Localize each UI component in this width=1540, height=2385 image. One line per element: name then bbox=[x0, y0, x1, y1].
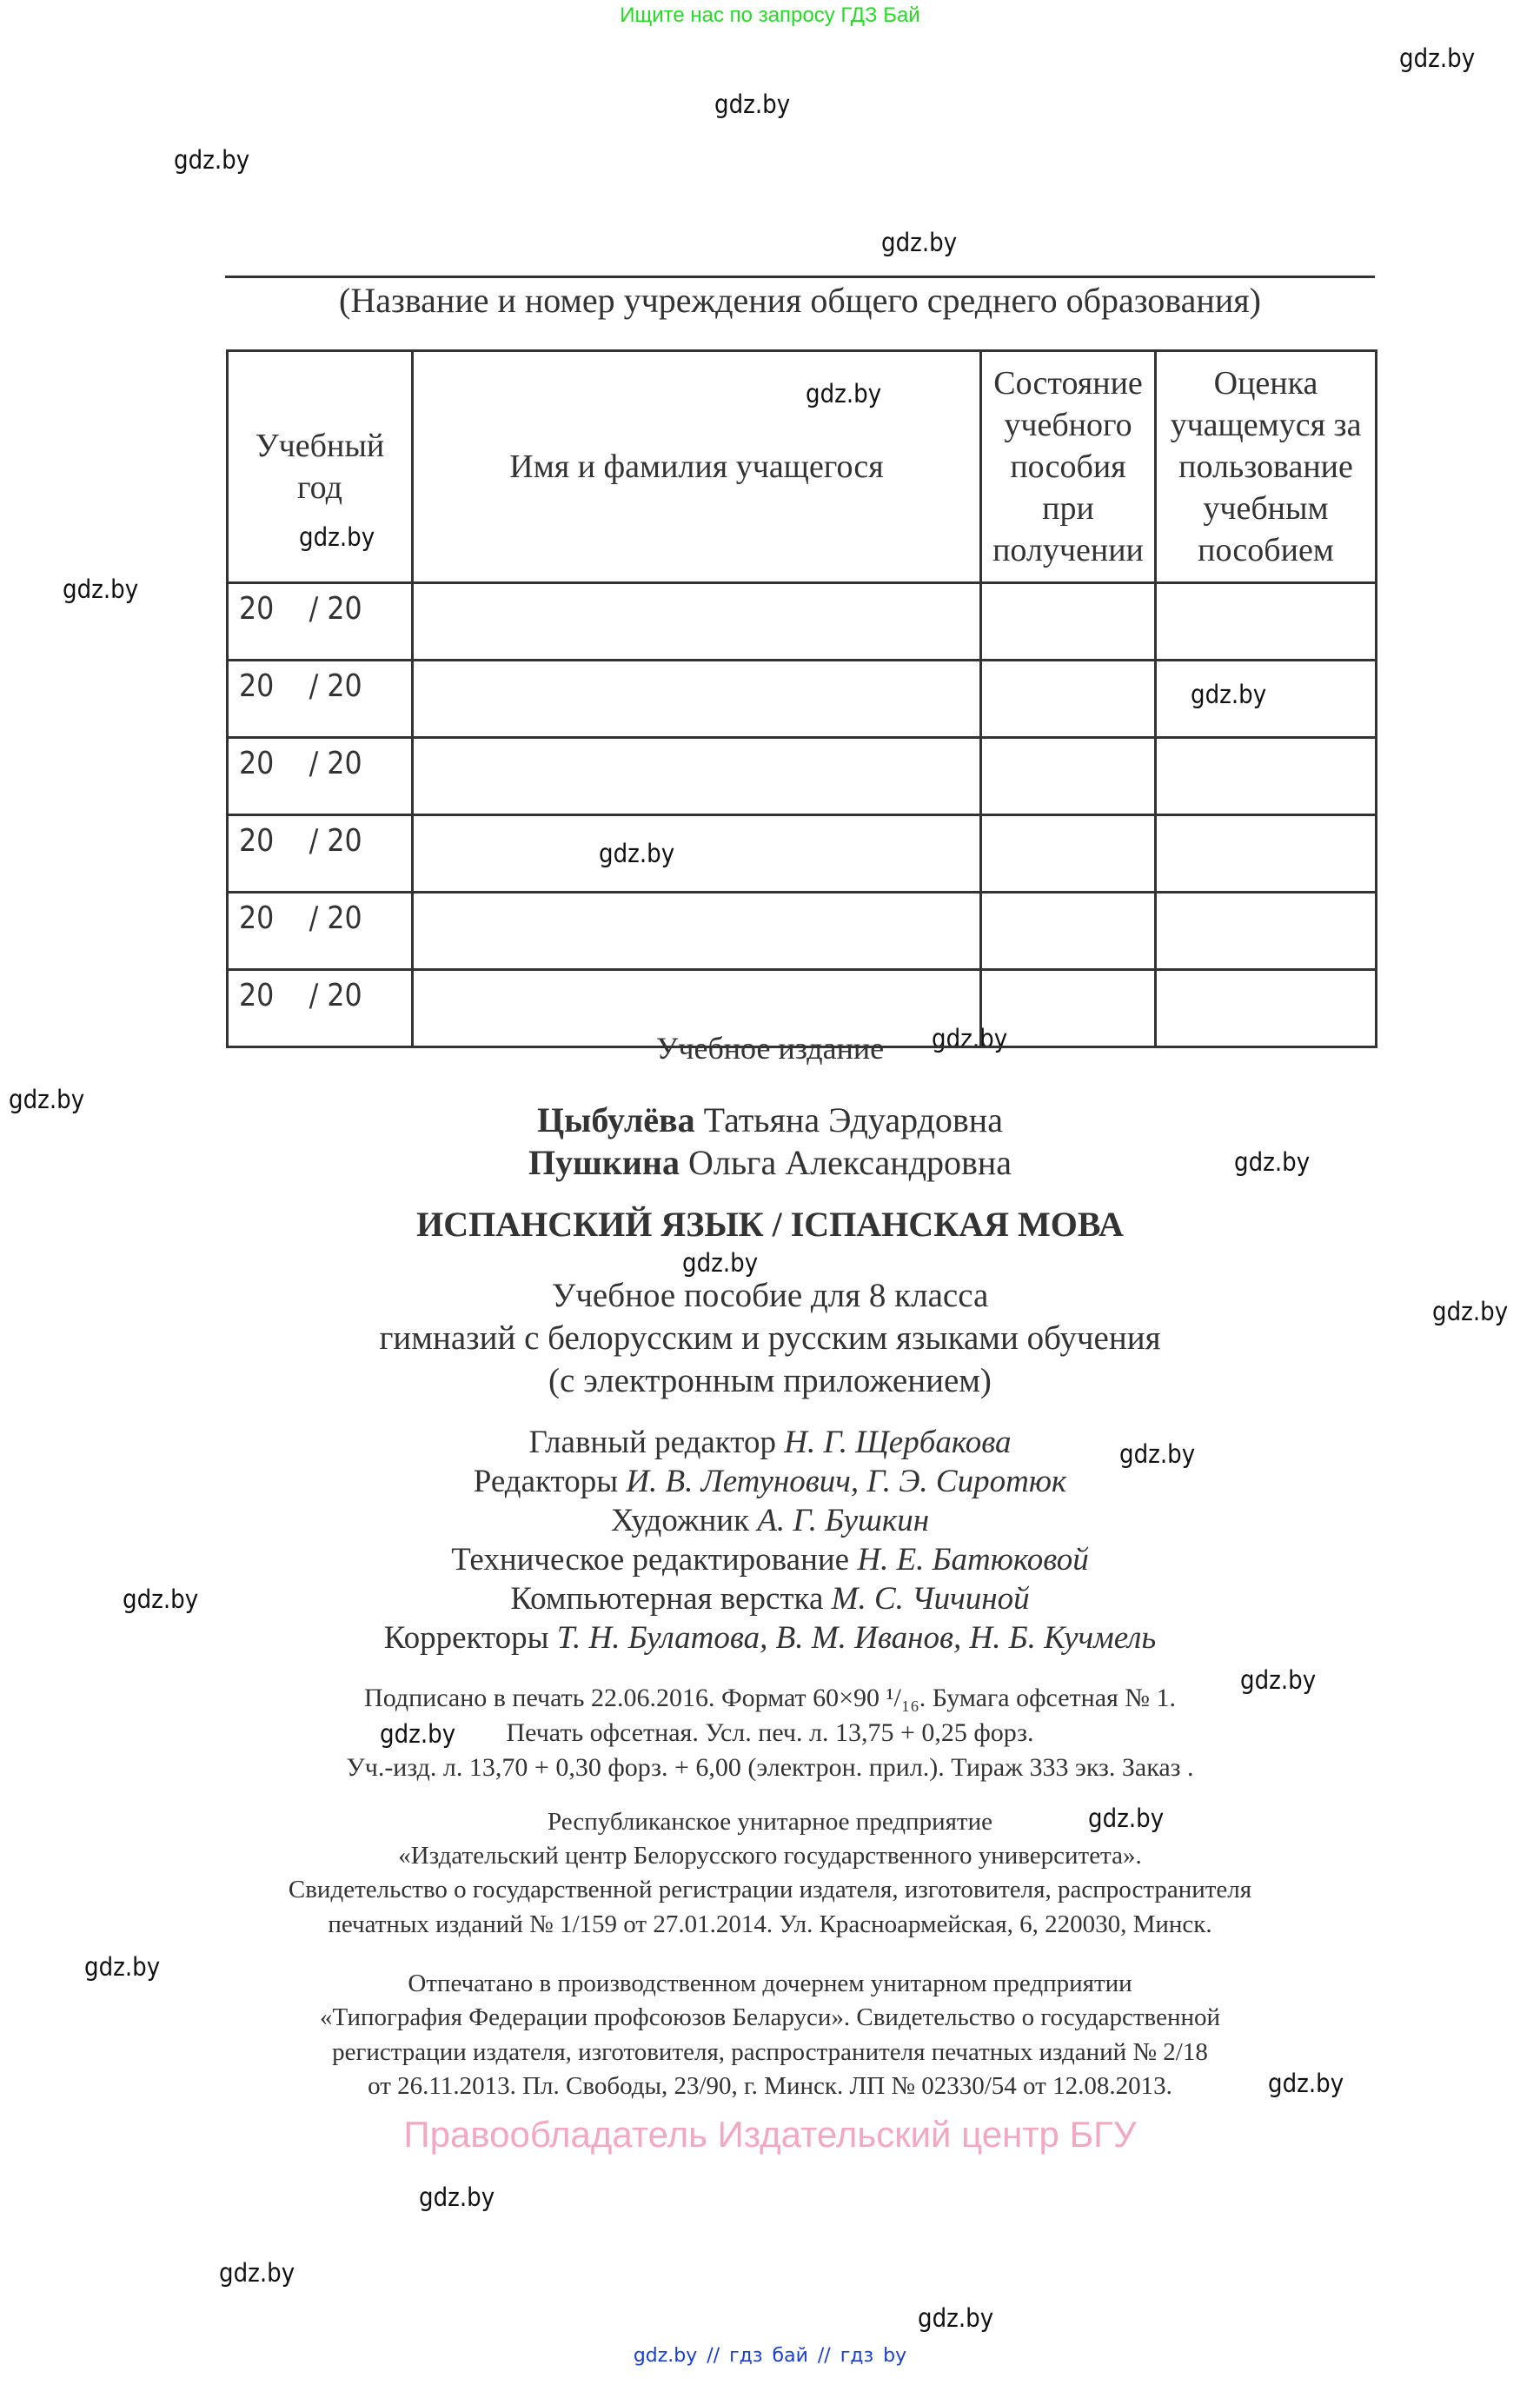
printer-line: «Типография Федерации профсоюзов Беларуси». Свидетельство о государственной bbox=[320, 2003, 1220, 2031]
staff-names: А. Г. Бушкин bbox=[757, 1503, 930, 1538]
printer-line: Отпечатано в производственном дочернем унитарном предприятии bbox=[408, 1970, 1132, 1997]
year-cell[interactable]: 20 / 20 bbox=[228, 970, 413, 1047]
staff-names: Н. Г. Щербакова bbox=[784, 1425, 1012, 1460]
watermark: gdz.by bbox=[299, 522, 375, 552]
staff-line bbox=[0, 1580, 1540, 1618]
printer-line: от 26.11.2013. Пл. Свободы, 23/90, г. Минск. ЛП № 02330/54 от 12.08.2013. bbox=[368, 2072, 1172, 2100]
publisher-line: печатных изданий № 1/159 от 27.01.2014. Ул. Красноармейская, 6, 220030, Минск. bbox=[328, 1910, 1212, 1938]
print-info-line: Подписано в печать 22.06.2016. Формат 60×90 ¹/₁₆. Бумага офсетная № 1. bbox=[364, 1684, 1176, 1712]
staff-line bbox=[0, 1541, 1540, 1578]
name-cell[interactable] bbox=[413, 815, 981, 893]
table-header-row bbox=[228, 351, 1377, 583]
watermark: gdz.by bbox=[1234, 1147, 1311, 1177]
staff-names: Н. Е. Батюковой bbox=[857, 1542, 1089, 1578]
header-student-name: Имя и фамилия учащегося bbox=[413, 351, 981, 583]
institution-caption: (Название и номер учреждения общего среднего образования) bbox=[339, 281, 1261, 320]
footer-links[interactable]: gdz.by // гдз бай // гдз by bbox=[633, 2345, 907, 2367]
watermark: gdz.by bbox=[1119, 1439, 1196, 1469]
staff-role: Техническое редактирование bbox=[451, 1542, 850, 1578]
watermark: gdz.by bbox=[881, 228, 958, 257]
print-info-line: Печать офсетная. Усл. печ. л. 13,75 + 0,25 форз. bbox=[506, 1718, 1034, 1747]
header-grade: Оценка учащемуся за пользование учебным пособием bbox=[1156, 351, 1377, 583]
textbook-usage-table bbox=[226, 349, 1377, 1048]
table-row bbox=[228, 815, 1377, 893]
staff-role: Редакторы bbox=[473, 1464, 619, 1499]
watermark: gdz.by bbox=[174, 145, 250, 175]
staff-line bbox=[0, 1463, 1540, 1500]
name-cell[interactable] bbox=[413, 893, 981, 970]
author-2 bbox=[0, 1142, 1540, 1183]
year-cell[interactable]: 20 / 20 bbox=[228, 893, 413, 970]
watermark: gdz.by bbox=[1432, 1297, 1509, 1326]
table-row bbox=[228, 893, 1377, 970]
watermark: gdz.by bbox=[806, 379, 882, 409]
watermark: gdz.by bbox=[419, 2182, 495, 2212]
publisher-line: Республиканское унитарное предприятие bbox=[547, 1808, 993, 1836]
grade-cell[interactable] bbox=[1156, 893, 1377, 970]
institution-line bbox=[225, 276, 1375, 278]
author-1 bbox=[0, 1099, 1540, 1140]
staff-role: Главный редактор bbox=[528, 1425, 776, 1460]
year-cell[interactable]: 20 / 20 bbox=[228, 661, 413, 738]
subtitle-line: гимназий с белорусским и русским языками обучения bbox=[379, 1319, 1161, 1357]
watermark: gdz.by bbox=[1399, 43, 1476, 73]
watermark: gdz.by bbox=[1240, 1665, 1317, 1695]
watermark: gdz.by bbox=[918, 2303, 994, 2333]
name-cell[interactable] bbox=[413, 661, 981, 738]
edition-type: Учебное издание bbox=[655, 1031, 885, 1066]
year-cell[interactable]: 20 / 20 bbox=[228, 583, 413, 661]
condition-cell[interactable] bbox=[981, 893, 1156, 970]
printer-line: регистрации издателя, изготовителя, распространителя печатных изданий № 2/18 bbox=[332, 2038, 1208, 2066]
staff-line bbox=[0, 1502, 1540, 1539]
staff-role: Корректоры bbox=[383, 1620, 549, 1656]
staff-role: Художник bbox=[610, 1503, 750, 1538]
watermark: gdz.by bbox=[1191, 680, 1267, 709]
grade-cell[interactable] bbox=[1156, 738, 1377, 815]
publisher-line: «Издательский центр Белорусского государственного университета». bbox=[398, 1842, 1142, 1870]
watermark: gdz.by bbox=[682, 1248, 759, 1278]
name-cell[interactable] bbox=[413, 738, 981, 815]
watermark: gdz.by bbox=[9, 1085, 85, 1114]
table-row bbox=[228, 738, 1377, 815]
watermark: gdz.by bbox=[219, 2258, 295, 2288]
watermark: gdz.by bbox=[123, 1584, 199, 1614]
condition-cell[interactable] bbox=[981, 738, 1156, 815]
subtitle-line: Учебное пособие для 8 класса bbox=[551, 1277, 989, 1314]
condition-cell[interactable] bbox=[981, 583, 1156, 661]
rights-holder: Правообладатель Издательский центр БГУ bbox=[403, 2114, 1137, 2155]
subtitle-line: (с электронным приложением) bbox=[548, 1362, 992, 1399]
author-given-name: Татьяна Эдуардовна bbox=[703, 1100, 1003, 1139]
watermark: gdz.by bbox=[932, 1024, 1008, 1053]
staff-line bbox=[0, 1619, 1540, 1657]
header-school-year: Учебный год bbox=[228, 351, 413, 583]
grade-cell[interactable] bbox=[1156, 661, 1377, 738]
author-surname: Пушкина bbox=[528, 1143, 680, 1182]
print-info-line: Уч.-изд. л. 13,70 + 0,30 форз. + 6,00 (электрон. прил.). Тираж 333 экз. Заказ . bbox=[346, 1753, 1194, 1782]
table-row bbox=[228, 661, 1377, 738]
staff-line bbox=[0, 1424, 1540, 1461]
staff-role: Компьютерная верстка bbox=[510, 1581, 824, 1617]
author-given-name: Ольга Александровна bbox=[687, 1143, 1012, 1182]
staff-names: И. В. Летунович, Г. Э. Сиротюк bbox=[626, 1464, 1067, 1499]
watermark: gdz.by bbox=[714, 90, 791, 119]
author-surname: Цыбулёва bbox=[537, 1100, 695, 1139]
watermark: gdz.by bbox=[380, 1719, 456, 1749]
watermark: gdz.by bbox=[599, 839, 675, 868]
search-banner[interactable]: Ищите нас по запросу ГДЗ Бай bbox=[620, 3, 920, 27]
publisher-line: Свидетельство о государственной регистрации издателя, изготовителя, распространителя bbox=[288, 1876, 1252, 1903]
grade-cell[interactable] bbox=[1156, 583, 1377, 661]
table-row bbox=[228, 583, 1377, 661]
header-book-condition: Состояние учебного пособия при получении bbox=[981, 351, 1156, 583]
watermark: gdz.by bbox=[1088, 1804, 1165, 1833]
watermark: gdz.by bbox=[84, 1952, 161, 1982]
year-cell[interactable]: 20 / 20 bbox=[228, 815, 413, 893]
staff-names: М. С. Чичиной bbox=[831, 1581, 1030, 1617]
watermark: gdz.by bbox=[63, 575, 139, 604]
grade-cell[interactable] bbox=[1156, 815, 1377, 893]
name-cell[interactable] bbox=[413, 583, 981, 661]
staff-names: Т. Н. Булатова, В. М. Иванов, Н. Б. Кучмель bbox=[556, 1620, 1157, 1656]
watermark: gdz.by bbox=[1268, 2069, 1344, 2098]
year-cell[interactable]: 20 / 20 bbox=[228, 738, 413, 815]
book-title: ИСПАНСКИЙ ЯЗЫК / ІСПАНСКАЯ МОВА bbox=[416, 1205, 1124, 1244]
condition-cell[interactable] bbox=[981, 815, 1156, 893]
condition-cell[interactable] bbox=[981, 661, 1156, 738]
